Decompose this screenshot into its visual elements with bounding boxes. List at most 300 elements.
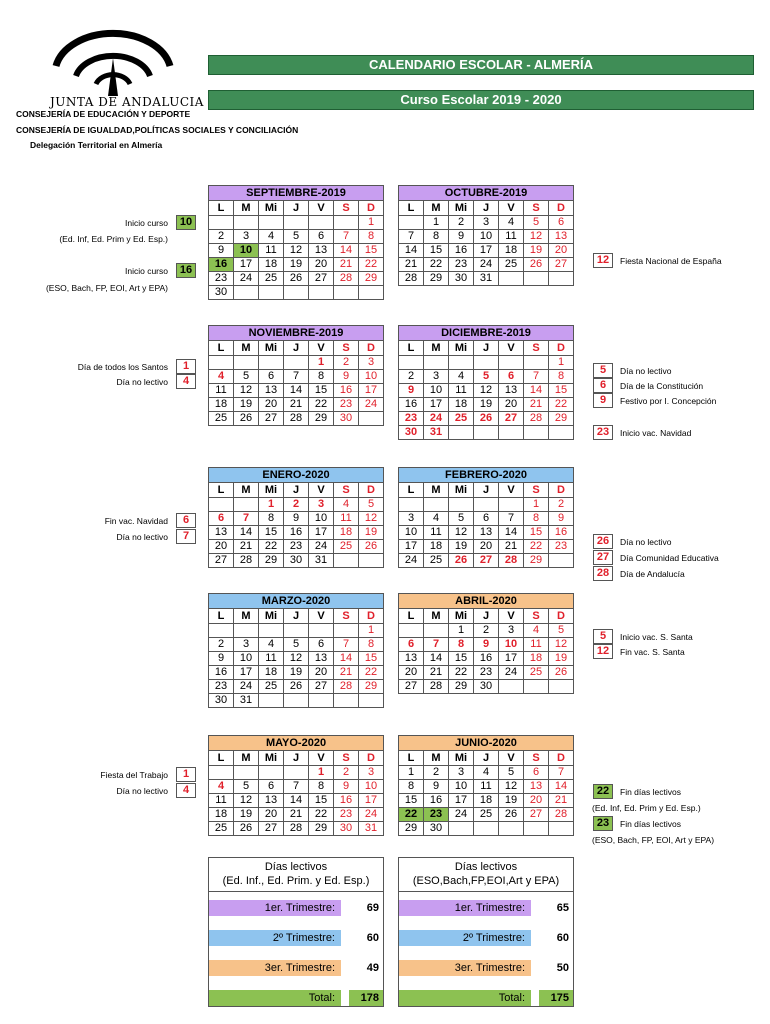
weekday-header: M (424, 483, 449, 498)
day-cell: 1 (259, 498, 284, 512)
weekday-header: D (549, 609, 574, 624)
day-cell: 19 (284, 666, 309, 680)
weekday-header: Mi (259, 609, 284, 624)
day-cell: 10 (474, 230, 499, 244)
day-cell: 22 (449, 666, 474, 680)
day-cell (259, 286, 284, 300)
day-cell (424, 356, 449, 370)
day-cell: 18 (499, 244, 524, 258)
day-cell: 16 (549, 526, 574, 540)
day-cell: 7 (284, 370, 309, 384)
day-cell: 23 (334, 398, 359, 412)
day-cell: 30 (284, 554, 309, 568)
day-cell: 15 (549, 384, 574, 398)
day-cell: 8 (399, 780, 424, 794)
right-note-label: (Ed. Inf, Ed. Prim y Ed. Esp.) (592, 803, 701, 813)
left-note-label: Día no lectivo (116, 377, 168, 387)
day-cell (524, 822, 549, 836)
day-cell: 6 (259, 370, 284, 384)
day-cell: 11 (209, 384, 234, 398)
right-note-day-box: 5 (593, 363, 613, 378)
day-cell: 13 (474, 526, 499, 540)
weekday-header: M (424, 201, 449, 216)
day-cell: 29 (259, 554, 284, 568)
day-cell: 4 (209, 370, 234, 384)
day-cell: 18 (259, 666, 284, 680)
right-note-day-box: 6 (593, 378, 613, 393)
lectivos-row-label: 3er. Trimestre: (209, 960, 341, 976)
day-cell (209, 356, 234, 370)
day-cell: 28 (524, 412, 549, 426)
weekday-header: L (209, 483, 234, 498)
right-note-day-box: 12 (593, 253, 613, 268)
day-cell: 26 (284, 272, 309, 286)
day-cell (549, 822, 574, 836)
day-cell (284, 356, 309, 370)
right-note-label: Festivo por I. Concepción (620, 396, 717, 406)
day-cell: 25 (259, 680, 284, 694)
lectivos-row-value: 50 (556, 962, 569, 974)
day-cell: 8 (309, 780, 334, 794)
day-cell: 11 (259, 244, 284, 258)
day-cell: 18 (209, 808, 234, 822)
day-cell (259, 216, 284, 230)
month-calendar (398, 735, 574, 836)
day-cell: 24 (309, 540, 334, 554)
day-cell: 7 (524, 370, 549, 384)
weekday-header: S (524, 609, 549, 624)
day-cell: 13 (309, 652, 334, 666)
day-cell: 28 (549, 808, 574, 822)
lectivos-row (399, 960, 573, 976)
month-title: MAYO-2020 (209, 736, 384, 751)
weekday-header: V (309, 751, 334, 766)
day-cell: 6 (474, 512, 499, 526)
day-cell (234, 766, 259, 780)
day-cell: 30 (449, 272, 474, 286)
day-cell (359, 412, 384, 426)
weekday-header: V (499, 609, 524, 624)
weekday-header: D (549, 341, 574, 356)
day-cell: 18 (334, 526, 359, 540)
day-cell (549, 554, 574, 568)
day-cell: 16 (474, 652, 499, 666)
month-calendar (398, 467, 574, 568)
weekday-header: S (334, 483, 359, 498)
day-cell: 14 (334, 652, 359, 666)
day-cell: 27 (309, 680, 334, 694)
weekday-header: S (334, 609, 359, 624)
day-cell: 8 (259, 512, 284, 526)
day-cell: 14 (284, 384, 309, 398)
lectivos-row (399, 930, 573, 946)
lectivos-row-value: 60 (366, 932, 379, 944)
day-cell: 2 (284, 498, 309, 512)
lectivos-row (399, 900, 573, 916)
day-cell: 11 (259, 652, 284, 666)
day-cell (474, 498, 499, 512)
day-cell (334, 286, 359, 300)
day-cell: 13 (499, 384, 524, 398)
day-cell: 2 (399, 370, 424, 384)
left-note-label: Inicio curso (125, 218, 168, 228)
day-cell: 26 (549, 666, 574, 680)
day-cell: 1 (549, 356, 574, 370)
day-cell (209, 766, 234, 780)
day-cell: 22 (359, 666, 384, 680)
day-cell: 10 (359, 780, 384, 794)
day-cell: 14 (524, 384, 549, 398)
left-note-label: Día no lectivo (116, 786, 168, 796)
day-cell: 19 (359, 526, 384, 540)
day-cell: 19 (284, 258, 309, 272)
weekday-header: J (474, 609, 499, 624)
day-cell: 10 (424, 384, 449, 398)
weekday-header: L (209, 201, 234, 216)
day-cell: 5 (499, 766, 524, 780)
day-cell: 19 (234, 398, 259, 412)
day-cell: 17 (234, 666, 259, 680)
day-cell: 2 (209, 230, 234, 244)
day-cell: 24 (359, 398, 384, 412)
weekday-header: V (499, 751, 524, 766)
day-cell: 9 (334, 370, 359, 384)
right-note-label: (ESO, Bach, FP, EOI, Art y EPA) (592, 835, 715, 845)
weekday-header: D (359, 201, 384, 216)
day-cell: 3 (474, 216, 499, 230)
day-cell: 23 (334, 808, 359, 822)
day-cell: 8 (549, 370, 574, 384)
lectivos-row (209, 960, 383, 976)
right-note-day-box: 27 (593, 550, 613, 565)
weekday-header: V (309, 201, 334, 216)
day-cell: 7 (399, 230, 424, 244)
day-cell: 7 (499, 512, 524, 526)
day-cell: 14 (499, 526, 524, 540)
day-cell: 24 (399, 554, 424, 568)
day-cell (449, 426, 474, 440)
day-cell: 14 (424, 652, 449, 666)
day-cell (524, 356, 549, 370)
day-cell: 21 (334, 258, 359, 272)
day-cell: 16 (334, 794, 359, 808)
weekday-header: J (284, 609, 309, 624)
lectivos-title: Días lectivos (454, 861, 518, 873)
day-cell: 23 (399, 412, 424, 426)
day-cell: 17 (449, 794, 474, 808)
day-cell: 13 (549, 230, 574, 244)
org-name: JUNTA DE ANDALUCIA (50, 95, 204, 109)
day-cell (474, 822, 499, 836)
day-cell: 14 (399, 244, 424, 258)
day-cell: 22 (309, 398, 334, 412)
day-cell: 23 (209, 680, 234, 694)
day-cell: 12 (284, 244, 309, 258)
weekday-header: D (359, 751, 384, 766)
left-note-day-box: 1 (176, 767, 196, 782)
day-cell: 16 (334, 384, 359, 398)
day-cell: 20 (474, 540, 499, 554)
day-cell (334, 216, 359, 230)
month-title: FEBRERO-2020 (399, 468, 574, 483)
day-cell (499, 680, 524, 694)
day-cell: 7 (334, 638, 359, 652)
day-cell: 9 (424, 780, 449, 794)
day-cell: 17 (499, 652, 524, 666)
day-cell (259, 694, 284, 708)
day-cell: 10 (359, 370, 384, 384)
right-note-label: Inicio vac. Navidad (620, 428, 692, 438)
day-cell: 5 (359, 498, 384, 512)
day-cell (499, 498, 524, 512)
lectivos-row-label: 2º Trimestre: (399, 930, 531, 946)
day-cell: 4 (259, 230, 284, 244)
day-cell: 12 (234, 384, 259, 398)
day-cell: 24 (234, 680, 259, 694)
lectivos-row-value: 65 (556, 902, 569, 914)
day-cell: 29 (309, 412, 334, 426)
day-cell: 23 (209, 272, 234, 286)
weekday-header: M (424, 609, 449, 624)
weekday-header: D (549, 483, 574, 498)
lectivos-row (209, 990, 383, 1006)
day-cell: 8 (359, 638, 384, 652)
weekday-header: J (474, 751, 499, 766)
weekday-header: M (234, 201, 259, 216)
day-cell (284, 624, 309, 638)
day-cell: 15 (424, 244, 449, 258)
day-cell: 3 (359, 766, 384, 780)
day-cell: 28 (234, 554, 259, 568)
weekday-header: Mi (449, 341, 474, 356)
day-cell: 29 (359, 272, 384, 286)
day-cell: 5 (284, 230, 309, 244)
lectivos-header (209, 858, 383, 892)
day-cell (209, 216, 234, 230)
left-note-label: (Ed. Inf, Ed. Prim y Ed. Esp.) (59, 234, 168, 244)
day-cell (209, 498, 234, 512)
day-cell (424, 624, 449, 638)
day-cell (474, 356, 499, 370)
day-cell: 24 (424, 412, 449, 426)
weekday-header: M (234, 609, 259, 624)
day-cell (309, 624, 334, 638)
lectivos-row-value: 49 (366, 962, 379, 974)
day-cell (399, 498, 424, 512)
day-cell: 16 (424, 794, 449, 808)
day-cell: 15 (309, 794, 334, 808)
day-cell: 27 (399, 680, 424, 694)
right-note-day-box: 28 (593, 566, 613, 581)
left-note-label: Fiesta del Trabajo (100, 770, 168, 780)
day-cell: 4 (449, 370, 474, 384)
day-cell: 26 (234, 412, 259, 426)
day-cell: 24 (234, 272, 259, 286)
day-cell: 25 (259, 272, 284, 286)
month-title: ENERO-2020 (209, 468, 384, 483)
day-cell: 16 (284, 526, 309, 540)
day-cell: 2 (334, 356, 359, 370)
weekday-header: L (399, 751, 424, 766)
weekday-header: Mi (449, 483, 474, 498)
day-cell: 15 (309, 384, 334, 398)
org-line-1: CONSEJERÍA DE EDUCACIÓN Y DEPORTE (16, 109, 191, 119)
right-note-label: Día de la Constitución (620, 381, 704, 391)
right-note-label: Día no lectivo (620, 537, 672, 547)
day-cell (284, 766, 309, 780)
day-cell: 29 (399, 822, 424, 836)
day-cell: 12 (234, 794, 259, 808)
day-cell: 30 (209, 694, 234, 708)
day-cell (259, 766, 284, 780)
day-cell: 12 (549, 638, 574, 652)
weekday-header: M (234, 483, 259, 498)
weekday-header: J (284, 341, 309, 356)
day-cell: 11 (424, 526, 449, 540)
month-calendar (208, 467, 384, 568)
day-cell: 7 (549, 766, 574, 780)
day-cell (359, 286, 384, 300)
day-cell: 5 (524, 216, 549, 230)
day-cell: 5 (284, 638, 309, 652)
day-cell (334, 554, 359, 568)
right-note-day-box: 23 (593, 816, 613, 831)
day-cell: 18 (524, 652, 549, 666)
day-cell: 10 (449, 780, 474, 794)
day-cell: 1 (309, 356, 334, 370)
lectivos-row-label: Total: (209, 990, 341, 1006)
day-cell: 15 (524, 526, 549, 540)
day-cell: 24 (474, 258, 499, 272)
day-cell: 14 (549, 780, 574, 794)
page-title: CALENDARIO ESCOLAR - ALMERÍA (208, 55, 754, 75)
day-cell: 19 (449, 540, 474, 554)
day-cell (474, 426, 499, 440)
left-note-day-box: 6 (176, 513, 196, 528)
weekday-header: S (524, 201, 549, 216)
right-note-day-box: 9 (593, 393, 613, 408)
day-cell: 13 (309, 244, 334, 258)
weekday-header: L (399, 609, 424, 624)
weekday-header: L (209, 609, 234, 624)
day-cell: 27 (524, 808, 549, 822)
weekday-header: D (359, 609, 384, 624)
day-cell: 25 (334, 540, 359, 554)
day-cell: 31 (234, 694, 259, 708)
day-cell: 27 (549, 258, 574, 272)
junta-andalucia-logo-icon (48, 18, 178, 98)
day-cell: 18 (424, 540, 449, 554)
day-cell: 28 (334, 680, 359, 694)
day-cell: 3 (359, 356, 384, 370)
day-cell: 17 (309, 526, 334, 540)
day-cell: 16 (209, 258, 234, 272)
day-cell: 2 (474, 624, 499, 638)
day-cell (399, 356, 424, 370)
day-cell: 9 (399, 384, 424, 398)
day-cell: 6 (499, 370, 524, 384)
lectivos-row-label: 1er. Trimestre: (209, 900, 341, 916)
day-cell: 12 (359, 512, 384, 526)
day-cell: 4 (334, 498, 359, 512)
day-cell: 10 (234, 652, 259, 666)
day-cell: 12 (284, 652, 309, 666)
left-note-day-box: 10 (176, 215, 196, 230)
weekday-header: D (359, 483, 384, 498)
day-cell: 18 (259, 258, 284, 272)
day-cell (234, 498, 259, 512)
day-cell: 19 (474, 398, 499, 412)
day-cell: 30 (209, 286, 234, 300)
day-cell (359, 554, 384, 568)
day-cell (309, 694, 334, 708)
day-cell (399, 216, 424, 230)
day-cell: 3 (234, 638, 259, 652)
day-cell: 21 (399, 258, 424, 272)
day-cell: 27 (259, 412, 284, 426)
right-note-label: Día no lectivo (620, 366, 672, 376)
weekday-header: V (499, 483, 524, 498)
weekday-header: J (284, 201, 309, 216)
day-cell: 17 (359, 384, 384, 398)
weekday-header: Mi (449, 609, 474, 624)
day-cell: 20 (309, 666, 334, 680)
lectivos-row-label: 2º Trimestre: (209, 930, 341, 946)
day-cell: 7 (234, 512, 259, 526)
day-cell: 16 (449, 244, 474, 258)
weekday-header: D (359, 341, 384, 356)
lectivos-subtitle: (Ed. Inf., Ed. Prim. y Ed. Esp.) (222, 875, 370, 887)
weekday-header: L (399, 341, 424, 356)
weekday-header: L (209, 751, 234, 766)
day-cell (234, 624, 259, 638)
day-cell: 16 (209, 666, 234, 680)
month-title: ABRIL-2020 (399, 594, 574, 609)
day-cell: 31 (309, 554, 334, 568)
day-cell: 1 (309, 766, 334, 780)
month-calendar (208, 735, 384, 836)
right-note-label: Fin días lectivos (620, 787, 681, 797)
day-cell: 20 (549, 244, 574, 258)
left-note-label: Inicio curso (125, 266, 168, 276)
day-cell: 28 (284, 822, 309, 836)
day-cell: 21 (424, 666, 449, 680)
day-cell: 19 (524, 244, 549, 258)
day-cell: 15 (359, 244, 384, 258)
right-note-day-box: 26 (593, 534, 613, 549)
day-cell (334, 694, 359, 708)
weekday-header: V (499, 341, 524, 356)
lectivos-row-value: 175 (539, 990, 573, 1006)
weekday-header: V (499, 201, 524, 216)
day-cell (449, 356, 474, 370)
right-note-day-box: 23 (593, 425, 613, 440)
day-cell: 23 (424, 808, 449, 822)
day-cell: 9 (474, 638, 499, 652)
lectivos-row-label: 1er. Trimestre: (399, 900, 531, 916)
day-cell (234, 356, 259, 370)
day-cell: 2 (209, 638, 234, 652)
day-cell: 27 (309, 272, 334, 286)
day-cell: 20 (259, 808, 284, 822)
day-cell: 11 (474, 780, 499, 794)
right-note-label: Inicio vac. S. Santa (620, 632, 693, 642)
weekday-header: Mi (259, 483, 284, 498)
day-cell: 26 (449, 554, 474, 568)
day-cell: 25 (499, 258, 524, 272)
day-cell: 2 (449, 216, 474, 230)
day-cell: 28 (499, 554, 524, 568)
